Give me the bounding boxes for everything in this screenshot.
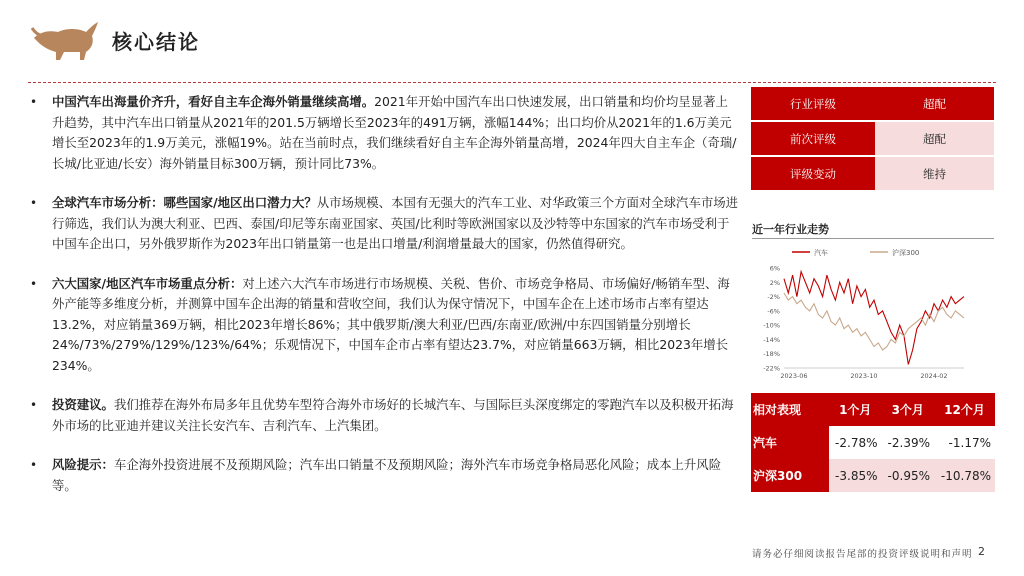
bullet-lead: 中国汽车出海量价齐升，看好自主车企海外销量继续高增。: [52, 94, 375, 109]
bullet-text: 车企海外投资进展不及预期风险；汽车出口销量不及预期风险；海外汽车市场竞争格局恶化风险；成本上升风险等。: [52, 457, 722, 493]
perf-cell: -10.78%: [934, 459, 995, 492]
conclusion-list: [30, 92, 740, 515]
legend-label: 沪深300: [892, 249, 920, 257]
page-number: 2: [978, 545, 985, 558]
conclusion-item: • 中国汽车出海量价齐升，看好自主车企海外销量继续高增。2021年开始中国汽车出口快速发展，出口销量和均价均呈显著上升趋势，其中汽车出口销量从2021年的201.5万辆增长至2023年的491万辆，涨幅144%；出口均价从2021年的1.6万美元增长至2023年的1.9万美元，涨幅19%。站在当前时点，我们继续看好自主车企海外销量高增，2024年四大自主车企（奇瑞/长城/比亚迪/长安）海外销量目标300万辆，预计同比73%。: [30, 94, 737, 171]
rating-key: 前次评级: [751, 121, 875, 156]
page-title: 核心结论: [112, 30, 200, 54]
rating-row: [751, 121, 994, 156]
perf-header: 相对表现: [751, 393, 829, 426]
x-tick-label: 2024-02: [920, 372, 948, 380]
y-tick-label: -10%: [763, 321, 780, 330]
bullet-text: 我们推荐在海外布局多年且优势车型符合海外市场好的长城汽车、与国际巨头深度绑定的零跑汽车以及积极开拓海外市场的比亚迪并建议关注长安汽车、吉利汽车、上汽集团。: [52, 397, 734, 433]
rating-value: 超配: [875, 87, 994, 121]
disclaimer-text: 请务必仔细阅读报告尾部的投资评级说明和声明: [752, 549, 973, 560]
bullet-lead: 投资建议。: [52, 397, 114, 412]
y-tick-label: 6%: [769, 264, 780, 273]
perf-row: [751, 426, 995, 459]
perf-cell: -0.95%: [882, 459, 935, 492]
perf-row-label: 沪深300: [751, 459, 829, 492]
legend-label: 汽车: [814, 249, 828, 257]
y-tick-label: -2%: [767, 293, 780, 302]
conclusion-item: • 六大国家/地区汽车市场重点分析：对上述六大汽车市场进行市场规模、关税、售价、市场竞争格局、市场偏好/畅销车型、海外产能等多维度分析，并测算中国车企出海的销量和营收空间，我们认为保守情况下，中国车企在上述市场市占率有望达13.2%，对应销量369万辆，相比2023年增长86%；其中俄罗斯/澳大利亚/巴西/东南亚/欧洲/中东四国销量分别增长24%/73%/279%/129%/123%/64%；乐观情况下，中国车企市占率有望达23.7%，对应销量663万辆，相比2023年增长234%。: [30, 275, 730, 373]
bullet-text: 2021年开始中国汽车出口快速发展，出口销量和均价均呈显著上升趋势，其中汽车出口销量从2021年的201.5万辆增长至2023年的491万辆，涨幅144%；出口均价从2021年的1.6万美元增长至2023年的1.9万美元，涨幅19%。站在当前时点，我们继续看好自主车企海外销量高增，2024年四大自主车企（奇瑞/长城/比亚迪/长安）海外销量目标300万辆，预计同比73%。: [52, 94, 737, 171]
bullet-lead: 全球汽车市场分析：哪些国家/地区出口潜力大？: [52, 195, 317, 210]
bullet-lead: 六大国家/地区汽车市场重点分析：: [52, 275, 243, 291]
series-line: [784, 272, 964, 365]
x-tick-label: 2023-10: [850, 372, 878, 380]
rating-row: [751, 156, 994, 191]
x-tick-label: 2023-06: [780, 372, 808, 380]
rating-value: 超配: [875, 121, 994, 156]
perf-header-row: [751, 393, 995, 426]
y-tick-label: -14%: [763, 335, 780, 344]
perf-row: [751, 459, 995, 492]
y-tick-label: -18%: [763, 350, 780, 359]
perf-header: 3个月: [882, 393, 935, 426]
rating-table: [751, 87, 994, 192]
bull-logo-icon: [30, 18, 100, 62]
perf-header: 12个月: [934, 393, 995, 426]
rating-key: 评级变动: [751, 156, 875, 191]
conclusion-item: • 风险提示：车企海外投资进展不及预期风险；汽车出口销量不及预期风险；海外汽车市场竞争格局恶化风险；成本上升风险等。: [30, 457, 722, 493]
header-divider: [28, 82, 996, 83]
perf-cell: -3.85%: [829, 459, 882, 492]
perf-cell: -2.78%: [835, 435, 878, 450]
rating-row: [751, 87, 994, 121]
perf-cell: -1.17%: [948, 435, 991, 450]
y-tick-label: -22%: [763, 364, 780, 373]
y-tick-label: -6%: [767, 307, 780, 316]
conclusion-item: • 投资建议。我们推荐在海外布局多年且优势车型符合海外市场好的长城汽车、与国际巨头深度绑定的零跑汽车以及积极开拓海外市场的比亚迪并建议关注长安汽车、吉利汽车、上汽集团。: [30, 397, 734, 433]
bullet-text: 对上述六大汽车市场进行市场规模、关税、售价、市场竞争格局、市场偏好/畅销车型、海外产能等多维度分析，并测算中国车企出海的销量和营收空间，我们认为保守情况下，中国车企在上述市场市占率有望达13.2%，对应销量369万辆，相比2023年增长86%；其中俄罗斯/澳大利亚/巴西/东南亚/欧洲/中东四国销量分别增长24%/73%/279%/129%/123%/64%；乐观情况下，中国车企市占率有望达23.7%，对应销量663万辆，相比2023年增长234%。: [52, 275, 730, 373]
rating-value: 维持: [875, 156, 994, 191]
perf-cell: -2.39%: [887, 435, 930, 450]
chart-divider: [752, 238, 994, 239]
chart-title: 近一年行业走势: [752, 223, 829, 236]
industry-trend-chart: [752, 244, 994, 384]
rating-key: 行业评级: [751, 87, 875, 121]
bullet-lead: 风险提示：: [52, 457, 114, 472]
y-tick-label: 2%: [769, 278, 780, 287]
conclusion-item: • 全球汽车市场分析：哪些国家/地区出口潜力大？从市场规模、本国有无强大的汽车工业、对华政策三个方面对全球汽车市场进行筛选，我们认为澳大利亚、巴西、泰国/印尼等东南亚国家、英国/比利时等欧洲国家以及沙特等中东国家的汽车市场受利于中国车企出口，另外俄罗斯作为2023年出口销量第一也是出口增量/利润增量最大的国家，仍然值得研究。: [30, 195, 739, 251]
bullet-text: 从市场规模、本国有无强大的汽车工业、对华政策三个方面对全球汽车市场进行筛选，我们认为澳大利亚、巴西、泰国/印尼等东南亚国家、英国/比利时等欧洲国家以及沙特等中东国家的汽车市场受利于中国车企出口，另外俄罗斯作为2023年出口销量第一也是出口增量/利润增量最大的国家，仍然值得研究。: [52, 195, 739, 251]
perf-header: 1个月: [829, 393, 882, 426]
relative-performance-table: [751, 393, 995, 492]
perf-row-label: 汽车: [751, 426, 829, 459]
